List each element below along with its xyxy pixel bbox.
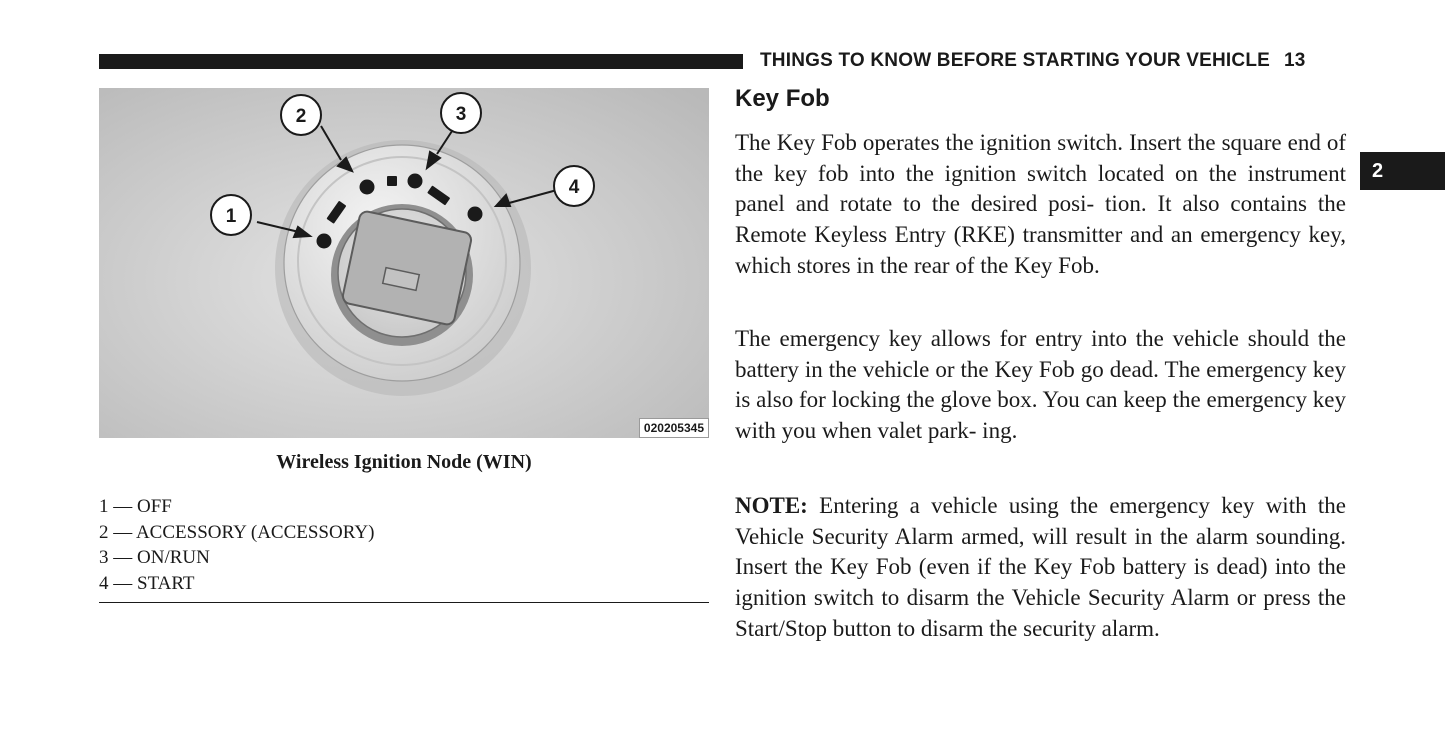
ignition-illustration — [99, 88, 709, 438]
body-paragraph: The emergency key allows for entry into the vehicle should the battery in the vehicle or the Key Fob go dead. The emergency key is also for locking the glove box. You can keep the emergency key with you when valet park- ing. — [735, 326, 1346, 444]
callout-label-3: 3 — [455, 104, 467, 125]
callout-2 — [281, 95, 321, 135]
figure-caption: Wireless Ignition Node (WIN) — [276, 451, 532, 473]
running-header — [760, 50, 1306, 72]
legend-item: 1 — OFF — [99, 496, 172, 517]
ignition-figure — [99, 88, 709, 438]
note-text: Entering a vehicle using the emergency key with the Vehicle Security Alarm armed, will result in the alarm sounding. Insert the Key Fob (even if the Key Fob battery is dead) into the ignition switch to disarm the Vehicle Security Alarm or press the Start/Stop button to disarm the security alarm. — [735, 493, 1346, 641]
position-dot-accessory — [360, 180, 375, 195]
callout-label-1: 1 — [225, 206, 237, 227]
legend-item: 3 — ON/RUN — [99, 547, 210, 568]
position-dot-start — [468, 207, 483, 222]
legend-item: 2 — ACCESSORY (ACCESSORY) — [99, 521, 375, 543]
header-rule — [99, 54, 743, 69]
position-square — [387, 176, 397, 186]
callout-4 — [554, 166, 594, 206]
callout-3 — [441, 93, 481, 133]
page-number: 13 — [1284, 50, 1306, 71]
figure-legend — [99, 494, 709, 603]
position-dot-off — [317, 234, 332, 249]
note-label: NOTE: — [735, 493, 808, 518]
position-dot-run — [408, 174, 423, 189]
callout-1 — [211, 195, 251, 235]
callout-label-2: 2 — [295, 106, 307, 127]
chapter-tab: 2 — [1360, 152, 1445, 190]
note-paragraph — [735, 491, 1346, 645]
figure-code: 020205345 — [639, 418, 709, 438]
legend-item: 4 — START — [99, 572, 195, 594]
section-title: Key Fob — [735, 85, 830, 112]
running-header-title: THINGS TO KNOW BEFORE STARTING YOUR VEHICLE — [760, 50, 1271, 71]
body-paragraph: The Key Fob operates the ignition switch. Insert the square end of the key fob into the ignition switch located on the instrument panel and rotate to the desired posi- tion. It also contains the Remote Keyless Entry (RKE) transmitter and an emergency key, which stores in the rear of the Key Fob. — [735, 130, 1346, 278]
callout-label-4: 4 — [568, 177, 580, 198]
